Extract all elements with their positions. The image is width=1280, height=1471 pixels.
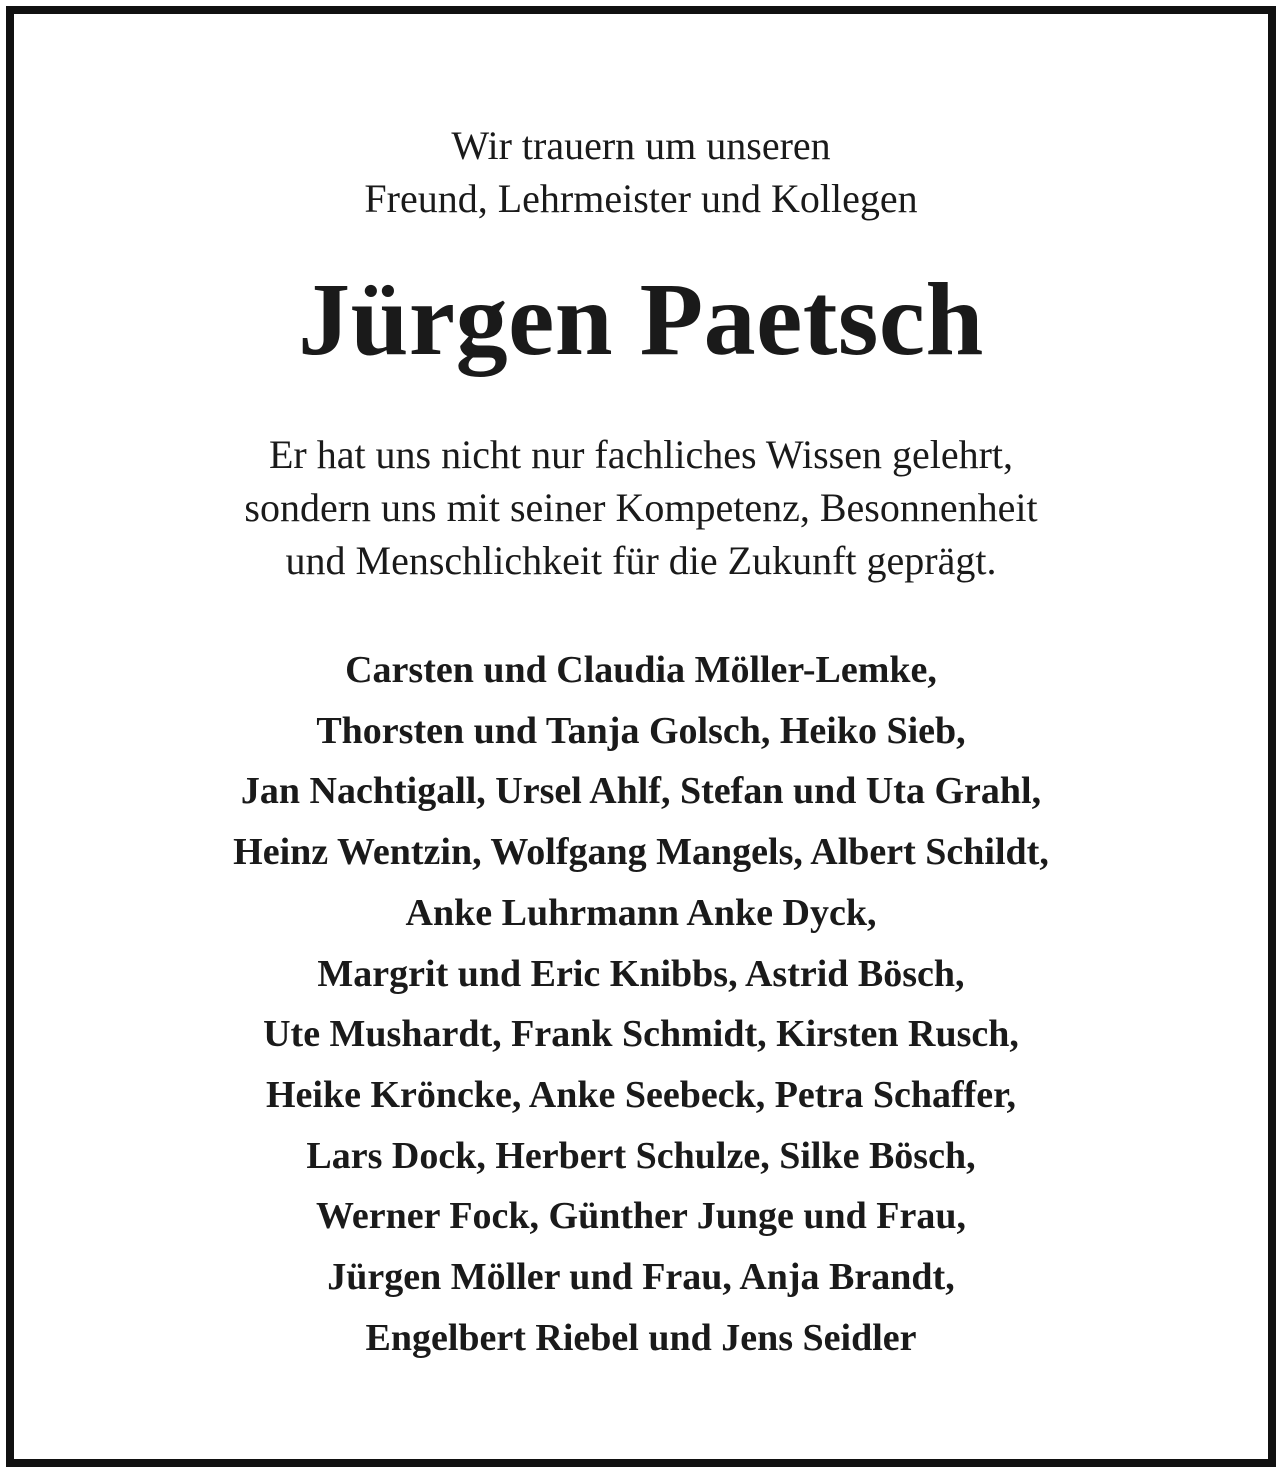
signers-line: Jan Nachtigall, Ursel Ahlf, Stefan und Uta Grahl, [240,770,1042,813]
signers-line: Ute Mushardt, Frank Schmidt, Kirsten Rusch, [263,1013,1019,1056]
intro-line: Freund, Lehrmeister und Kollegen [364,176,918,221]
tribute-line: und Menschlichkeit für die Zukunft geprägt. [285,538,997,583]
signers-line: Heike Kröncke, Anke Seebeck, Petra Schaffer, [265,1073,1017,1116]
signers-line: Jürgen Möller und Frau, Anja Brandt, [327,1256,955,1299]
signers-line: Heinz Wentzin, Wolfgang Mangels, Albert Schildt, [233,831,1049,874]
signers-line: Werner Fock, Günther Junge und Frau, [316,1195,966,1238]
intro-line: Wir trauern um unseren [451,123,831,168]
signers-list [14,640,1268,1368]
tribute-line: Er hat uns nicht nur fachliches Wissen gelehrt, [268,432,1014,477]
intro-text [14,119,1268,225]
signers-line: Thorsten und Tanja Golsch, Heiko Sieb, [316,709,966,752]
signers-line: Margrit und Eric Knibbs, Astrid Bösch, [317,952,965,995]
signers-line: Anke Luhrmann Anke Dyck, [405,891,877,934]
deceased-name: Jürgen Paetsch [298,262,984,377]
signers-line: Engelbert Riebel und Jens Seidler [365,1316,917,1359]
signers-line: Lars Dock, Herbert Schulze, Silke Bösch, [306,1134,976,1177]
tribute-line: sondern uns mit seiner Kompetenz, Besonnenheit [244,485,1038,530]
obituary-notice [6,6,1276,1467]
tribute-text [14,428,1268,587]
signers-line: Carsten und Claudia Möller-Lemke, [345,649,937,691]
